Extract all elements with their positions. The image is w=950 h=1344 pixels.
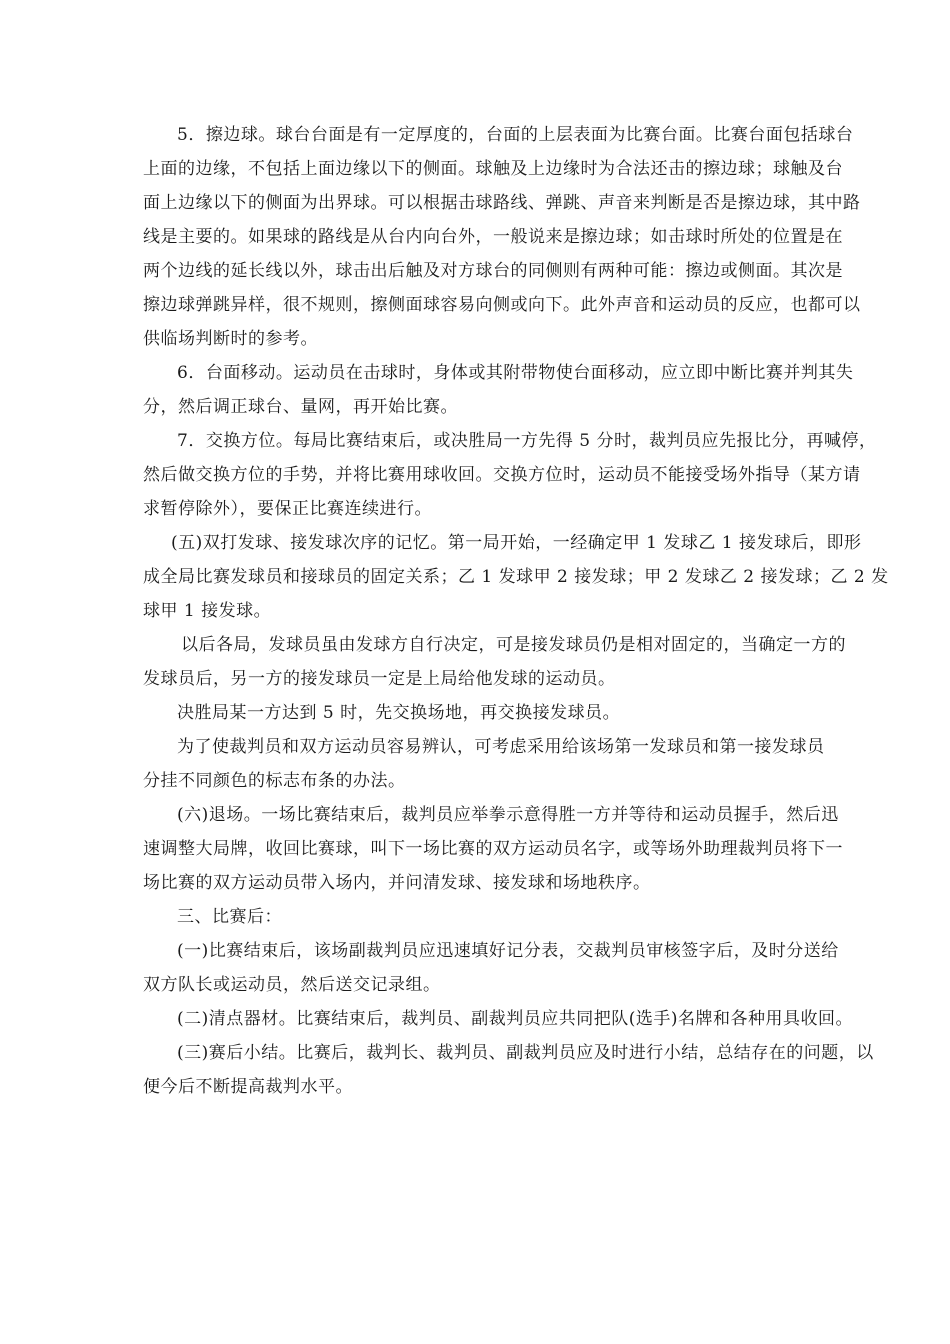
paragraph-summary <box>143 1036 874 1104</box>
text-line: 面上边缘以下的侧面为出界球。可以根据击球路线、弹跳、声音来判断是否是擦边球，其中路 <box>143 193 861 213</box>
paragraph-doubles-order <box>143 526 889 628</box>
text-line: (二)清点器材。比赛结束后，裁判员、副裁判员应共同把队(选手)名牌和各种用具收回。 <box>177 1009 854 1029</box>
paragraph-identification <box>143 730 825 798</box>
text-line: (三)赛后小结。比赛后，裁判长、裁判员、副裁判员应及时进行小结，总结存在的问题，以 <box>177 1043 874 1063</box>
paragraph-deciding-game <box>143 696 807 730</box>
section-heading-after-match <box>143 900 807 934</box>
document-body <box>143 118 889 1104</box>
section-heading: 三、比赛后： <box>177 907 282 927</box>
text-line: 分，然后调正球台、量网，再开始比赛。 <box>143 397 458 417</box>
text-line: 6．台面移动。运动员在击球时，身体或其附带物使台面移动，应立即中断比赛并判其失 <box>177 363 854 383</box>
text-line: 便今后不断提高裁判水平。 <box>143 1077 353 1097</box>
paragraph-edge-ball <box>143 118 861 356</box>
text-line: 双方队长或运动员，然后送交记录组。 <box>143 975 441 995</box>
text-line: 为了使裁判员和双方运动员容易辨认，可考虑采用给该场第一发球员和第一接发球员 <box>177 737 825 757</box>
text-line: 以后各局，发球员虽由发球方自行决定，可是接发球员仍是相对固定的，当确定一方的 <box>181 635 846 655</box>
text-line: 擦边球弹跳异样，很不规则，擦侧面球容易向侧或向下。此外声音和运动员的反应，也都可以 <box>143 295 861 315</box>
text-line: (六)退场。一场比赛结束后，裁判员应举拳示意得胜一方并等待和运动员握手，然后迅 <box>177 805 839 825</box>
text-line: 两个边线的延长线以外，球击出后触及对方球台的同侧则有两种可能：擦边或侧面。其次是 <box>143 261 843 281</box>
paragraph-score-sheet <box>143 934 839 1002</box>
text-line: 分挂不同颜色的标志布条的办法。 <box>143 771 406 791</box>
text-line: 上面的边缘，不包括上面边缘以下的侧面。球触及上边缘时为合法还击的擦边球；球触及台 <box>143 159 843 179</box>
text-line: 成全局比赛发球员和接球员的固定关系；乙 1 发球甲 2 接发球；甲 2 发球乙 2 接发球；乙 2 发 <box>143 567 889 587</box>
text-line: 决胜局某一方达到 5 时，先交换场地，再交换接发球员。 <box>177 703 621 723</box>
paragraph-subsequent-games <box>143 628 846 696</box>
paragraph-table-movement <box>143 356 854 424</box>
text-line: (一)比赛结束后，该场副裁判员应迅速填好记分表，交裁判员审核签字后，及时分送给 <box>177 941 839 961</box>
paragraph-equipment <box>143 1002 854 1036</box>
text-line: 发球员后，另一方的接发球员一定是上局给他发球的运动员。 <box>143 669 616 689</box>
text-line: 求暂停除外），要保正比赛连续进行。 <box>143 499 432 519</box>
paragraph-leaving <box>143 798 843 900</box>
text-line: 球甲 1 接发球。 <box>143 601 272 621</box>
text-line: 然后做交换方位的手势，并将比赛用球收回。交换方位时，运动员不能接受场外指导（某方请 <box>143 465 861 485</box>
text-line: 供临场判断时的参考。 <box>143 329 318 349</box>
text-line: 速调整大局牌，收回比赛球，叫下一场比赛的双方运动员名字，或等场外助理裁判员将下一 <box>143 839 843 859</box>
paragraph-change-ends <box>143 424 877 526</box>
text-line: 7．交换方位。每局比赛结束后，或决胜局一方先得 5 分时，裁判员应先报比分，再喊停， <box>177 431 877 451</box>
text-line: (五)双打发球、接发球次序的记忆。第一局开始，一经确定甲 1 发球乙 1 接发球后，即形 <box>171 533 862 553</box>
text-line: 场比赛的双方运动员带入场内，并问清发球、接发球和场地秩序。 <box>143 873 651 893</box>
text-line: 线是主要的。如果球的路线是从台内向台外，一般说来是擦边球；如击球时所处的位置是在 <box>143 227 843 247</box>
text-line: 5．擦边球。球台台面是有一定厚度的，台面的上层表面为比赛台面。比赛台面包括球台 <box>177 125 854 145</box>
